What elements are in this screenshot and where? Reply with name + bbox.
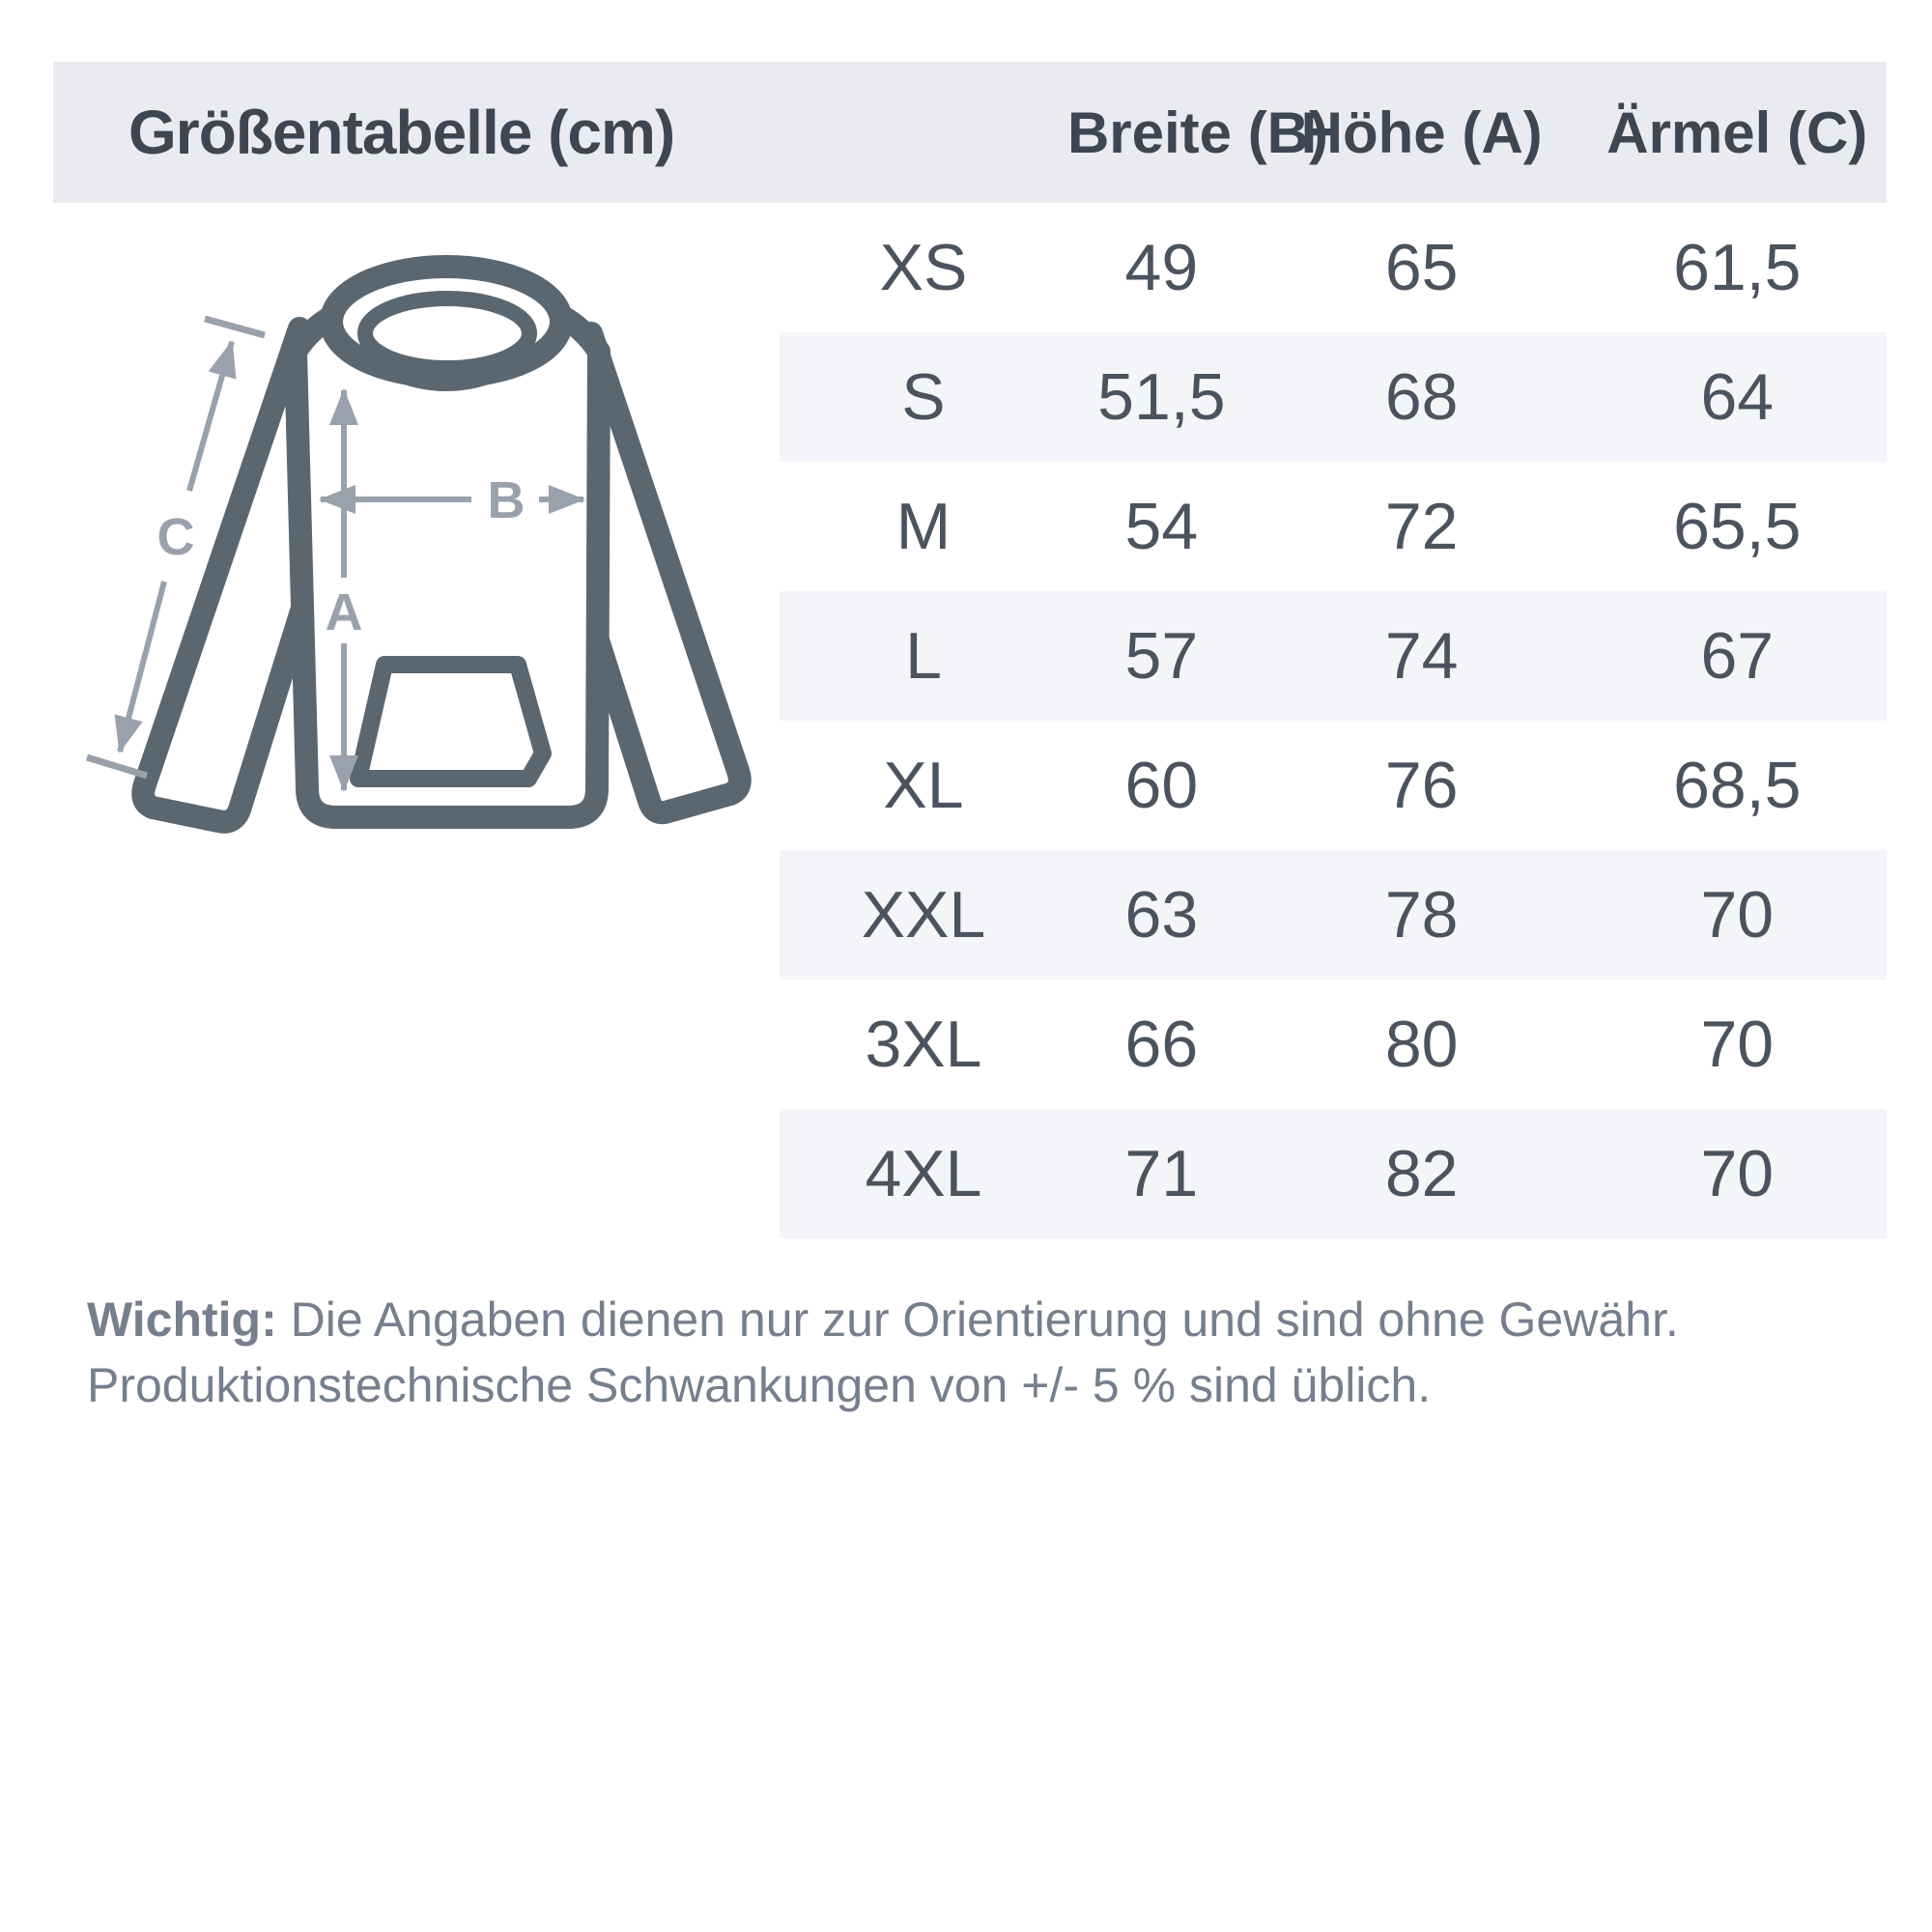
breite-cell: 51,5 [1097,360,1226,434]
page-title: Größentabelle (cm) [128,98,675,167]
hoehe-cell: 74 [1384,619,1459,693]
aermel-cell: 70 [1700,1008,1775,1081]
column-header-breite: Breite (B) [1066,99,1328,165]
disclaimer [87,1287,1835,1418]
hoehe-cell: 68 [1384,360,1459,434]
size-cell: XXL [861,878,986,952]
dimension-c-arrow-up [189,342,232,491]
breite-cell: 57 [1124,619,1199,693]
hoehe-cell: 80 [1384,1008,1459,1081]
column-headers [780,62,1887,203]
aermel-cell: 61,5 [1673,231,1802,304]
kangaroo-pocket [358,665,543,779]
size-cell: 4XL [865,1137,982,1210]
hoodie-diagram-icon [58,246,792,865]
size-cell: S [901,360,946,434]
header-band [53,62,1887,203]
hoodie-diagram [58,246,792,865]
column-header-aermel: Ärmel (C) [1606,99,1868,165]
disclaimer-line-2: Produktionstechnische Schwankungen von +/- 5 % sind üblich. [87,1358,1432,1412]
dimension-b-label: B [487,471,526,529]
disclaimer-text-1: Die Angaben dienen nur zur Orientierung und sind ohne Gewähr. [290,1293,1679,1347]
table-row [780,203,1887,332]
dimension-c-label: C [156,508,195,566]
breite-cell: 63 [1124,878,1199,952]
table-row [780,980,1887,1109]
size-table [780,203,1887,1238]
dimension-c-tick-bottom [87,757,147,776]
column-header-hoehe: Höhe (A) [1300,99,1543,165]
breite-cell: 54 [1124,490,1199,563]
table-row [780,1109,1887,1238]
hood-opening [365,298,529,368]
size-cell: 3XL [865,1008,982,1081]
disclaimer-line-1 [87,1287,1835,1352]
hoehe-cell: 78 [1384,878,1459,952]
table-row [780,721,1887,850]
disclaimer-bold-prefix: Wichtig: [87,1293,277,1347]
aermel-cell: 70 [1700,1137,1775,1210]
size-cell: XL [883,749,964,822]
hoehe-cell: 76 [1384,749,1459,822]
aermel-cell: 67 [1700,619,1775,693]
aermel-cell: 64 [1700,360,1775,434]
breite-cell: 66 [1124,1008,1199,1081]
table-row [780,850,1887,980]
breite-cell: 49 [1124,231,1199,304]
breite-cell: 71 [1124,1137,1199,1210]
hoehe-cell: 82 [1384,1137,1459,1210]
dimension-c-tick-top [205,319,265,335]
aermel-cell: 68,5 [1673,749,1802,822]
dimension-a-label: A [325,583,363,641]
size-cell: L [905,619,942,693]
aermel-cell: 65,5 [1673,490,1802,563]
aermel-cell: 70 [1700,878,1775,952]
table-row [780,591,1887,721]
size-cell: XS [879,231,968,304]
hoehe-cell: 65 [1384,231,1459,304]
table-row [780,332,1887,462]
breite-cell: 60 [1124,749,1199,822]
hoehe-cell: 72 [1384,490,1459,563]
size-cell: M [895,490,952,563]
table-row [780,462,1887,591]
